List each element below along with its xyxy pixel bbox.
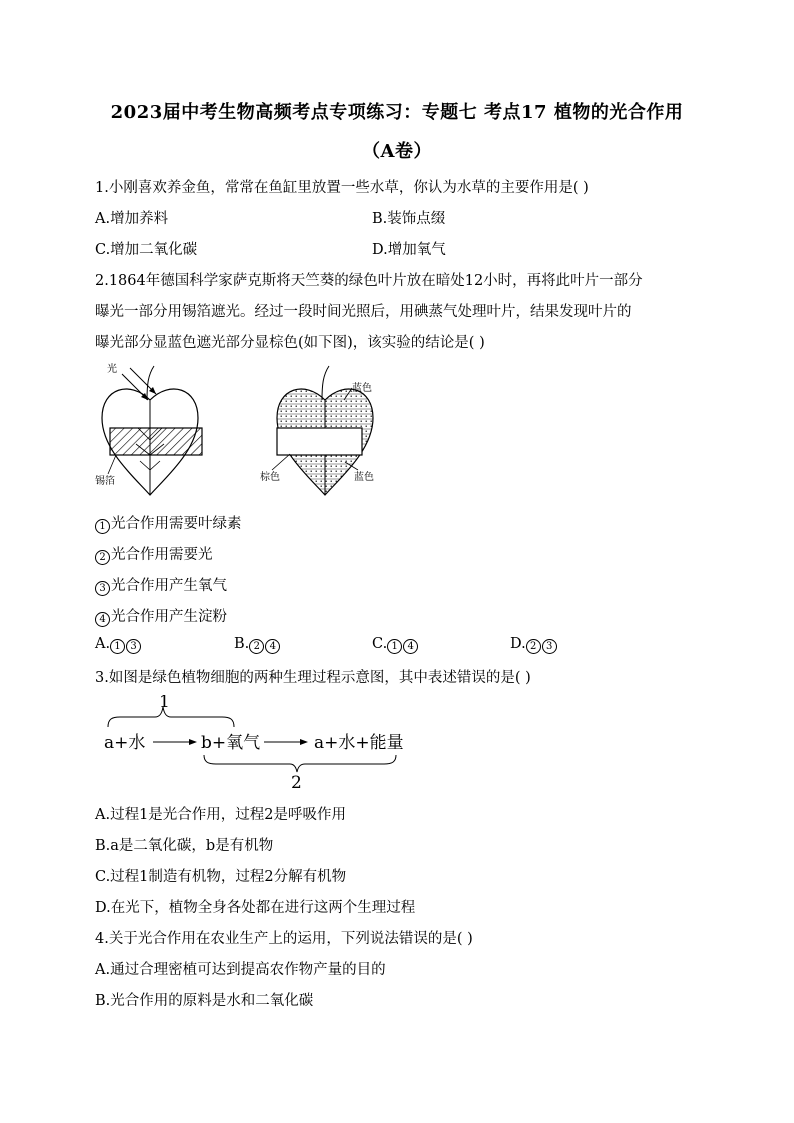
circled-number: 1 xyxy=(110,639,125,654)
q1-option-a: A.增加养料 xyxy=(95,211,169,227)
option-letter: B. xyxy=(234,636,250,652)
label-light: 光 xyxy=(107,364,117,375)
q2-statement-3 xyxy=(95,574,227,596)
leaf-experiment-figure xyxy=(90,360,390,500)
q1-option-b: B.装饰点缀 xyxy=(372,211,446,227)
doc-subtitle: （A卷） xyxy=(362,141,432,162)
statement-text: 光合作用产生氧气 xyxy=(111,578,227,594)
label-blue-top: 蓝色 xyxy=(352,383,372,394)
option-letter: D. xyxy=(510,636,526,652)
q2-stem-line1: 2.1864年德国科学家萨克斯将天竺葵的绿色叶片放在暗处12小时，再将此叶片一部分 xyxy=(95,273,643,289)
circled-number: 4 xyxy=(265,639,280,654)
process-label-1: 1 xyxy=(159,695,170,712)
leaf-left xyxy=(102,366,202,495)
q2-option-c xyxy=(372,636,419,654)
q1-stem: 1.小刚喜欢养金鱼，常常在鱼缸里放置一些水草，你认为水草的主要作用是( ) xyxy=(95,180,589,196)
q4-option-a: A.通过合理密植可达到提高农作物产量的目的 xyxy=(95,962,386,978)
brace-1 xyxy=(108,707,234,727)
q4-option-b: B.光合作用的原料是水和二氧化碳 xyxy=(95,993,314,1009)
q2-statement-4 xyxy=(95,605,227,627)
circled-number: 2 xyxy=(526,639,541,654)
q3-option-b: B.a是二氧化碳，b是有机物 xyxy=(95,838,274,854)
circled-number: 3 xyxy=(542,639,557,654)
tin-foil-strip xyxy=(110,428,202,455)
circled-number: 2 xyxy=(95,550,110,565)
brace-2 xyxy=(204,755,396,772)
circled-number: 3 xyxy=(126,639,141,654)
label-blue-bottom: 蓝色 xyxy=(354,472,374,483)
q2-statement-1 xyxy=(95,512,242,534)
q3-option-a: A.过程1是光合作用，过程2是呼吸作用 xyxy=(95,807,347,823)
term-a-water: a+水 xyxy=(104,733,146,753)
option-letter: A. xyxy=(95,636,111,652)
q2-stem-line2: 曝光一部分用锡箔遮光。经过一段时间光照后，用碘蒸气处理叶片，结果发现叶片的 xyxy=(95,304,632,320)
term-b-oxygen: b+氧气 xyxy=(201,733,261,753)
circled-number: 4 xyxy=(95,612,110,627)
q2-option-b xyxy=(234,636,281,654)
q1-option-d: D.增加氧气 xyxy=(372,242,446,258)
term-a-water-energy: a+水+能量 xyxy=(314,733,404,753)
statement-text: 光合作用产生淀粉 xyxy=(111,609,227,625)
q3-option-c: C.过程1制造有机物，过程2分解有机物 xyxy=(95,869,347,885)
q1-option-c: C.增加二氧化碳 xyxy=(95,242,198,258)
q2-option-d xyxy=(510,636,558,654)
option-letter: C. xyxy=(372,636,388,652)
doc-title: 2023届中考生物高频考点专项练习：专题七 考点17 植物的光合作用 xyxy=(110,102,684,123)
q3-stem: 3.如图是绿色植物细胞的两种生理过程示意图，其中表述错误的是( ) xyxy=(95,670,531,686)
process-diagram xyxy=(100,695,410,795)
q2-option-a xyxy=(95,636,142,654)
circled-number: 1 xyxy=(95,519,110,534)
label-brown: 棕色 xyxy=(260,472,280,483)
q2-stem-line3: 曝光部分显蓝色遮光部分显棕色(如下图)，该实验的结论是( ) xyxy=(95,335,485,351)
label-foil: 锡箔 xyxy=(95,476,115,487)
process-label-2: 2 xyxy=(291,773,302,793)
q3-option-d: D.在光下，植物全身各处都在进行这两个生理过程 xyxy=(95,900,416,916)
circled-number: 3 xyxy=(95,581,110,596)
statement-text: 光合作用需要光 xyxy=(111,547,213,563)
q2-statement-2 xyxy=(95,543,213,565)
circled-number: 1 xyxy=(387,639,402,654)
statement-text: 光合作用需要叶绿素 xyxy=(111,516,242,532)
circled-number: 4 xyxy=(403,639,418,654)
circled-number: 2 xyxy=(249,639,264,654)
q4-stem: 4.关于光合作用在农业生产上的运用，下列说法错误的是( ) xyxy=(95,931,473,947)
shaded-area xyxy=(277,428,362,455)
